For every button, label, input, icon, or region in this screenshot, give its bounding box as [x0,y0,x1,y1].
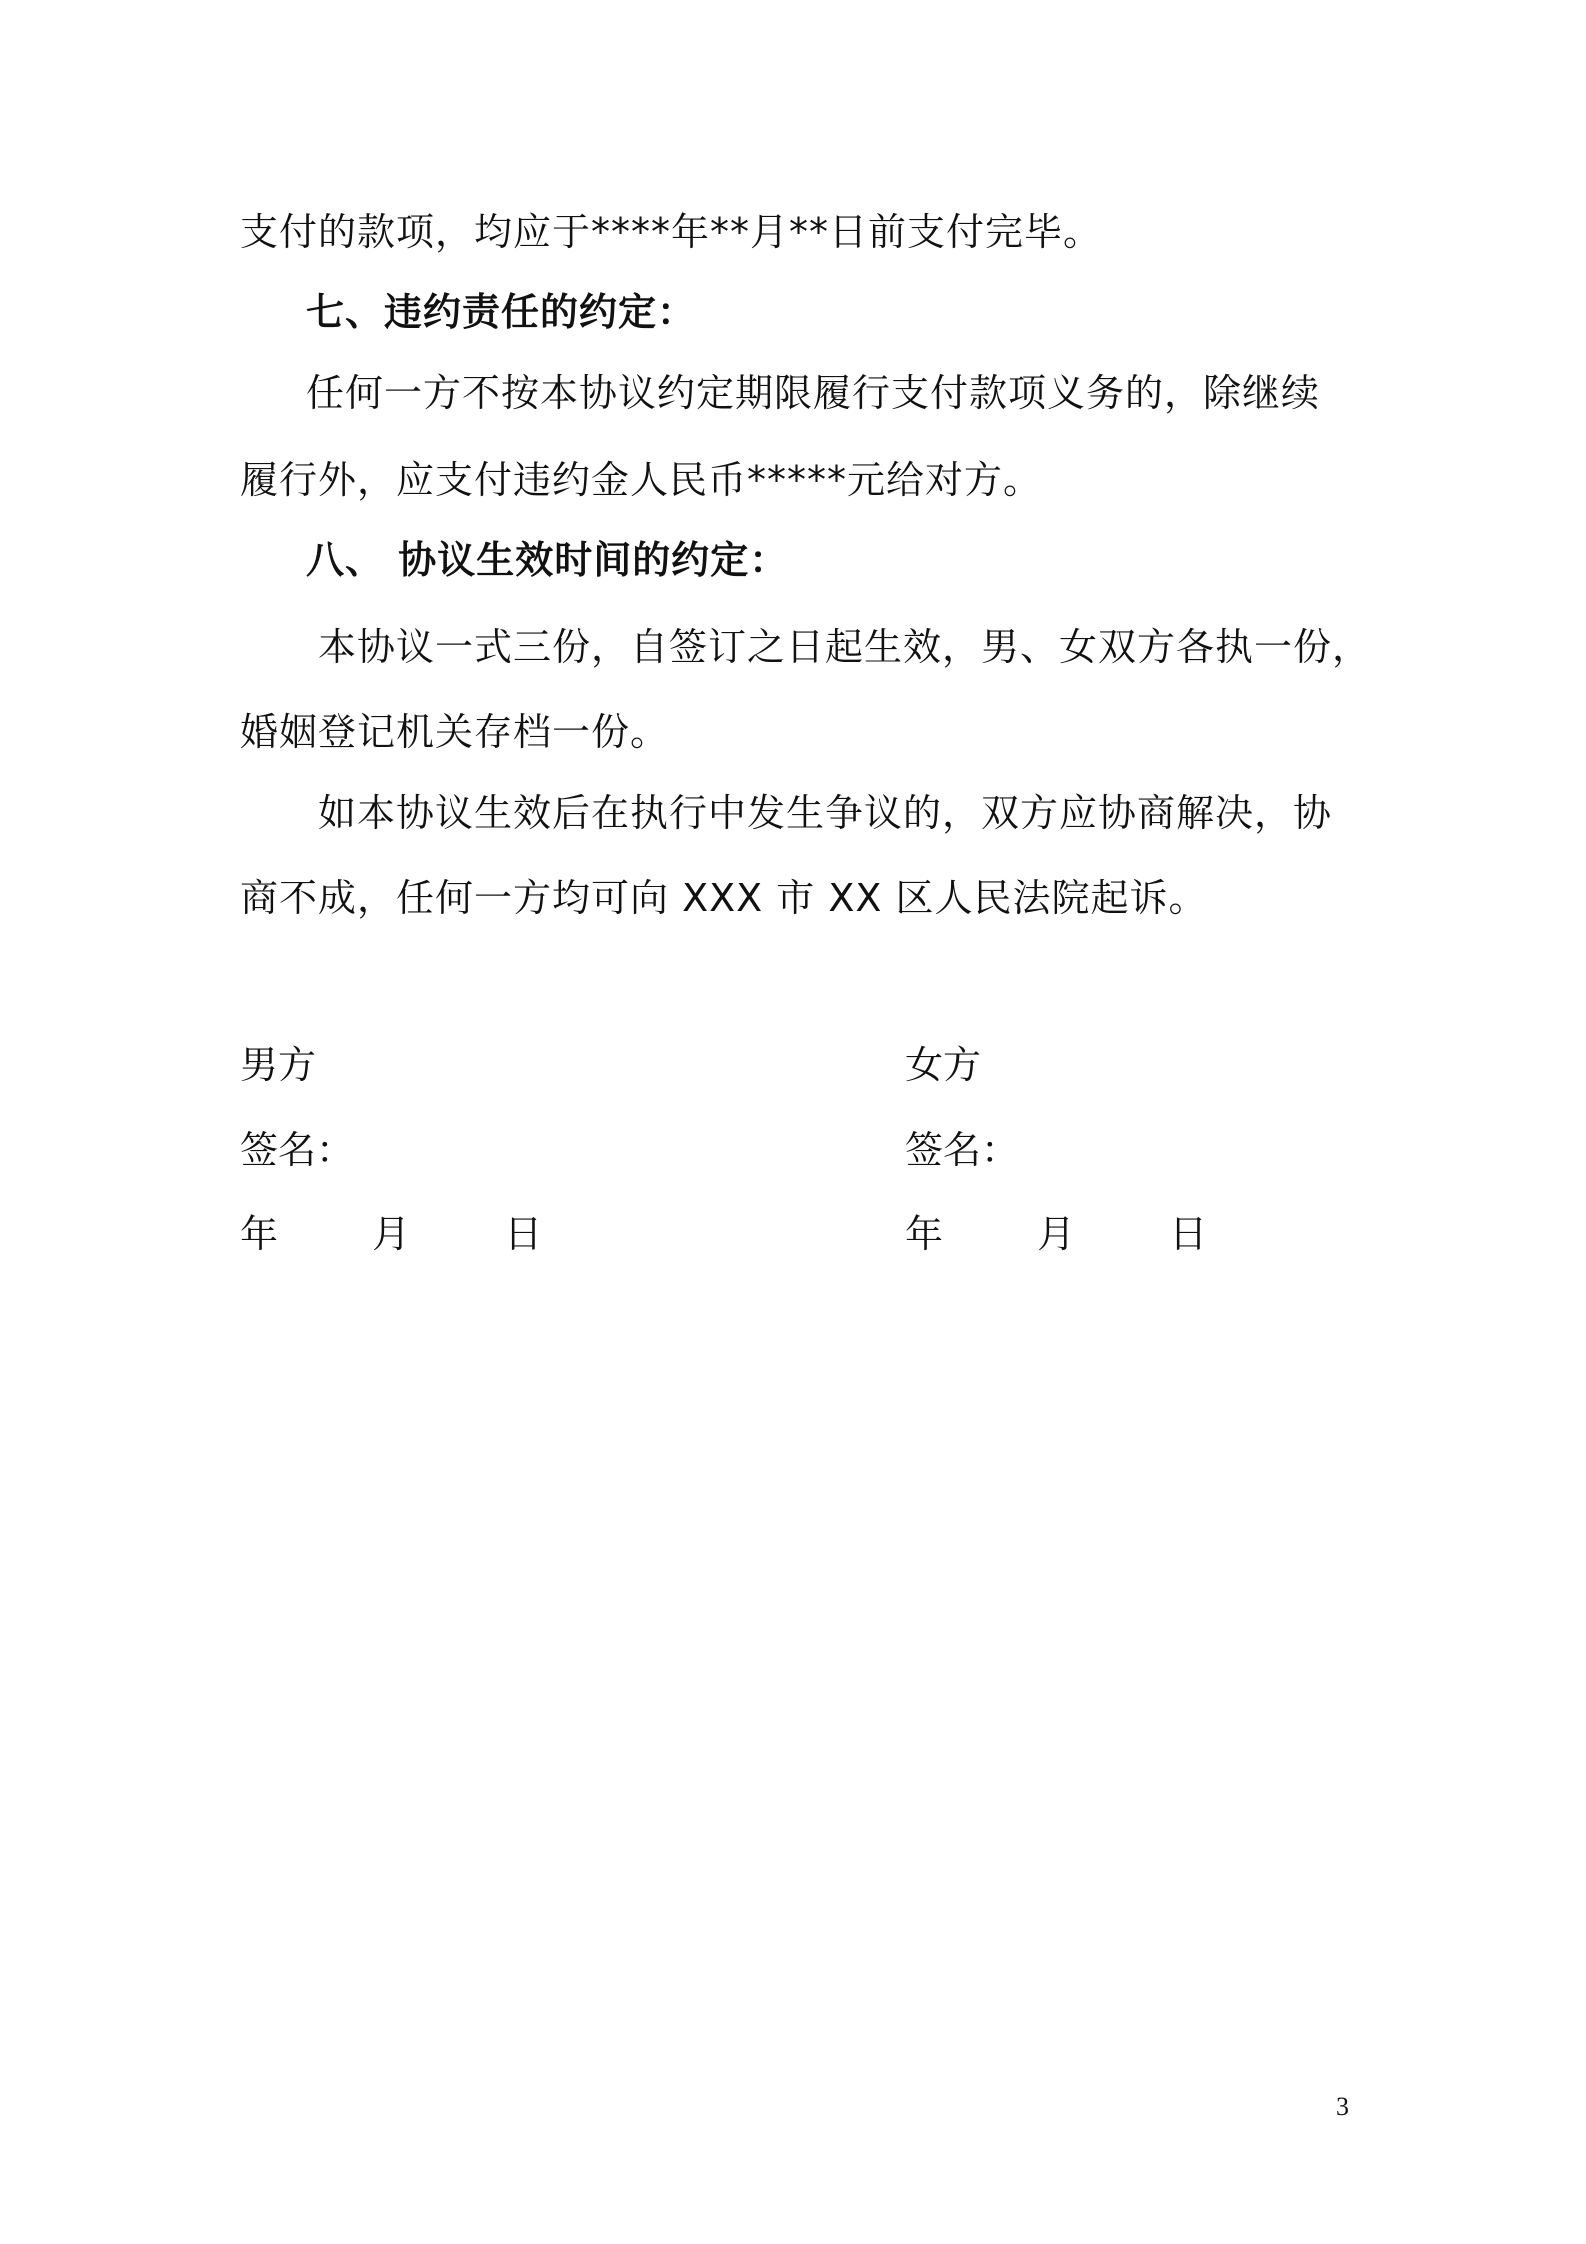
female-signature-block [905,1040,1207,1259]
section-heading-effective-time: 八、 协议生效时间的约定： [306,538,789,582]
female-date-month: 月 [1037,1212,1076,1256]
male-date-line [240,1209,542,1259]
section-heading-breach-liability: 七、违约责任的约定： [306,290,697,334]
male-party-label: 男方 [240,1043,317,1087]
male-signature-block [240,1040,542,1259]
paragraph-payment-deadline: 支付的款项，均应于****年**月**日前支付完毕。 [240,210,1103,254]
paragraph-copies-line-2: 婚姻登记机关存档一份。 [240,710,670,754]
male-sign-label: 签名： [240,1128,355,1172]
female-date-day: 日 [1169,1212,1208,1256]
female-date-line [905,1209,1207,1259]
paragraph-breach-line-1: 任何一方不按本协议约定期限履行支付款项义务的，除继续 [306,371,1321,415]
paragraph-dispute-line-1: 如本协议生效后在执行中发生争议的，双方应协商解决，协 [318,791,1333,835]
paragraph-breach-line-2: 履行外，应支付违约金人民币*****元给对方。 [240,458,1043,502]
paragraph-copies-line-1: 本协议一式三份，自签订之日起生效，男、女双方各执一份， [318,625,1372,669]
female-party-label: 女方 [905,1043,982,1087]
male-date-day: 日 [504,1212,543,1256]
female-sign-label: 签名： [905,1128,1020,1172]
male-date-month: 月 [372,1212,411,1256]
male-date-year: 年 [240,1212,279,1256]
female-date-year: 年 [905,1212,944,1256]
page-number: 3 [1336,2092,1349,2121]
paragraph-dispute-line-2: 商不成，任何一方均可向 XXX 市 XX 区人民法院起诉。 [240,876,1208,920]
